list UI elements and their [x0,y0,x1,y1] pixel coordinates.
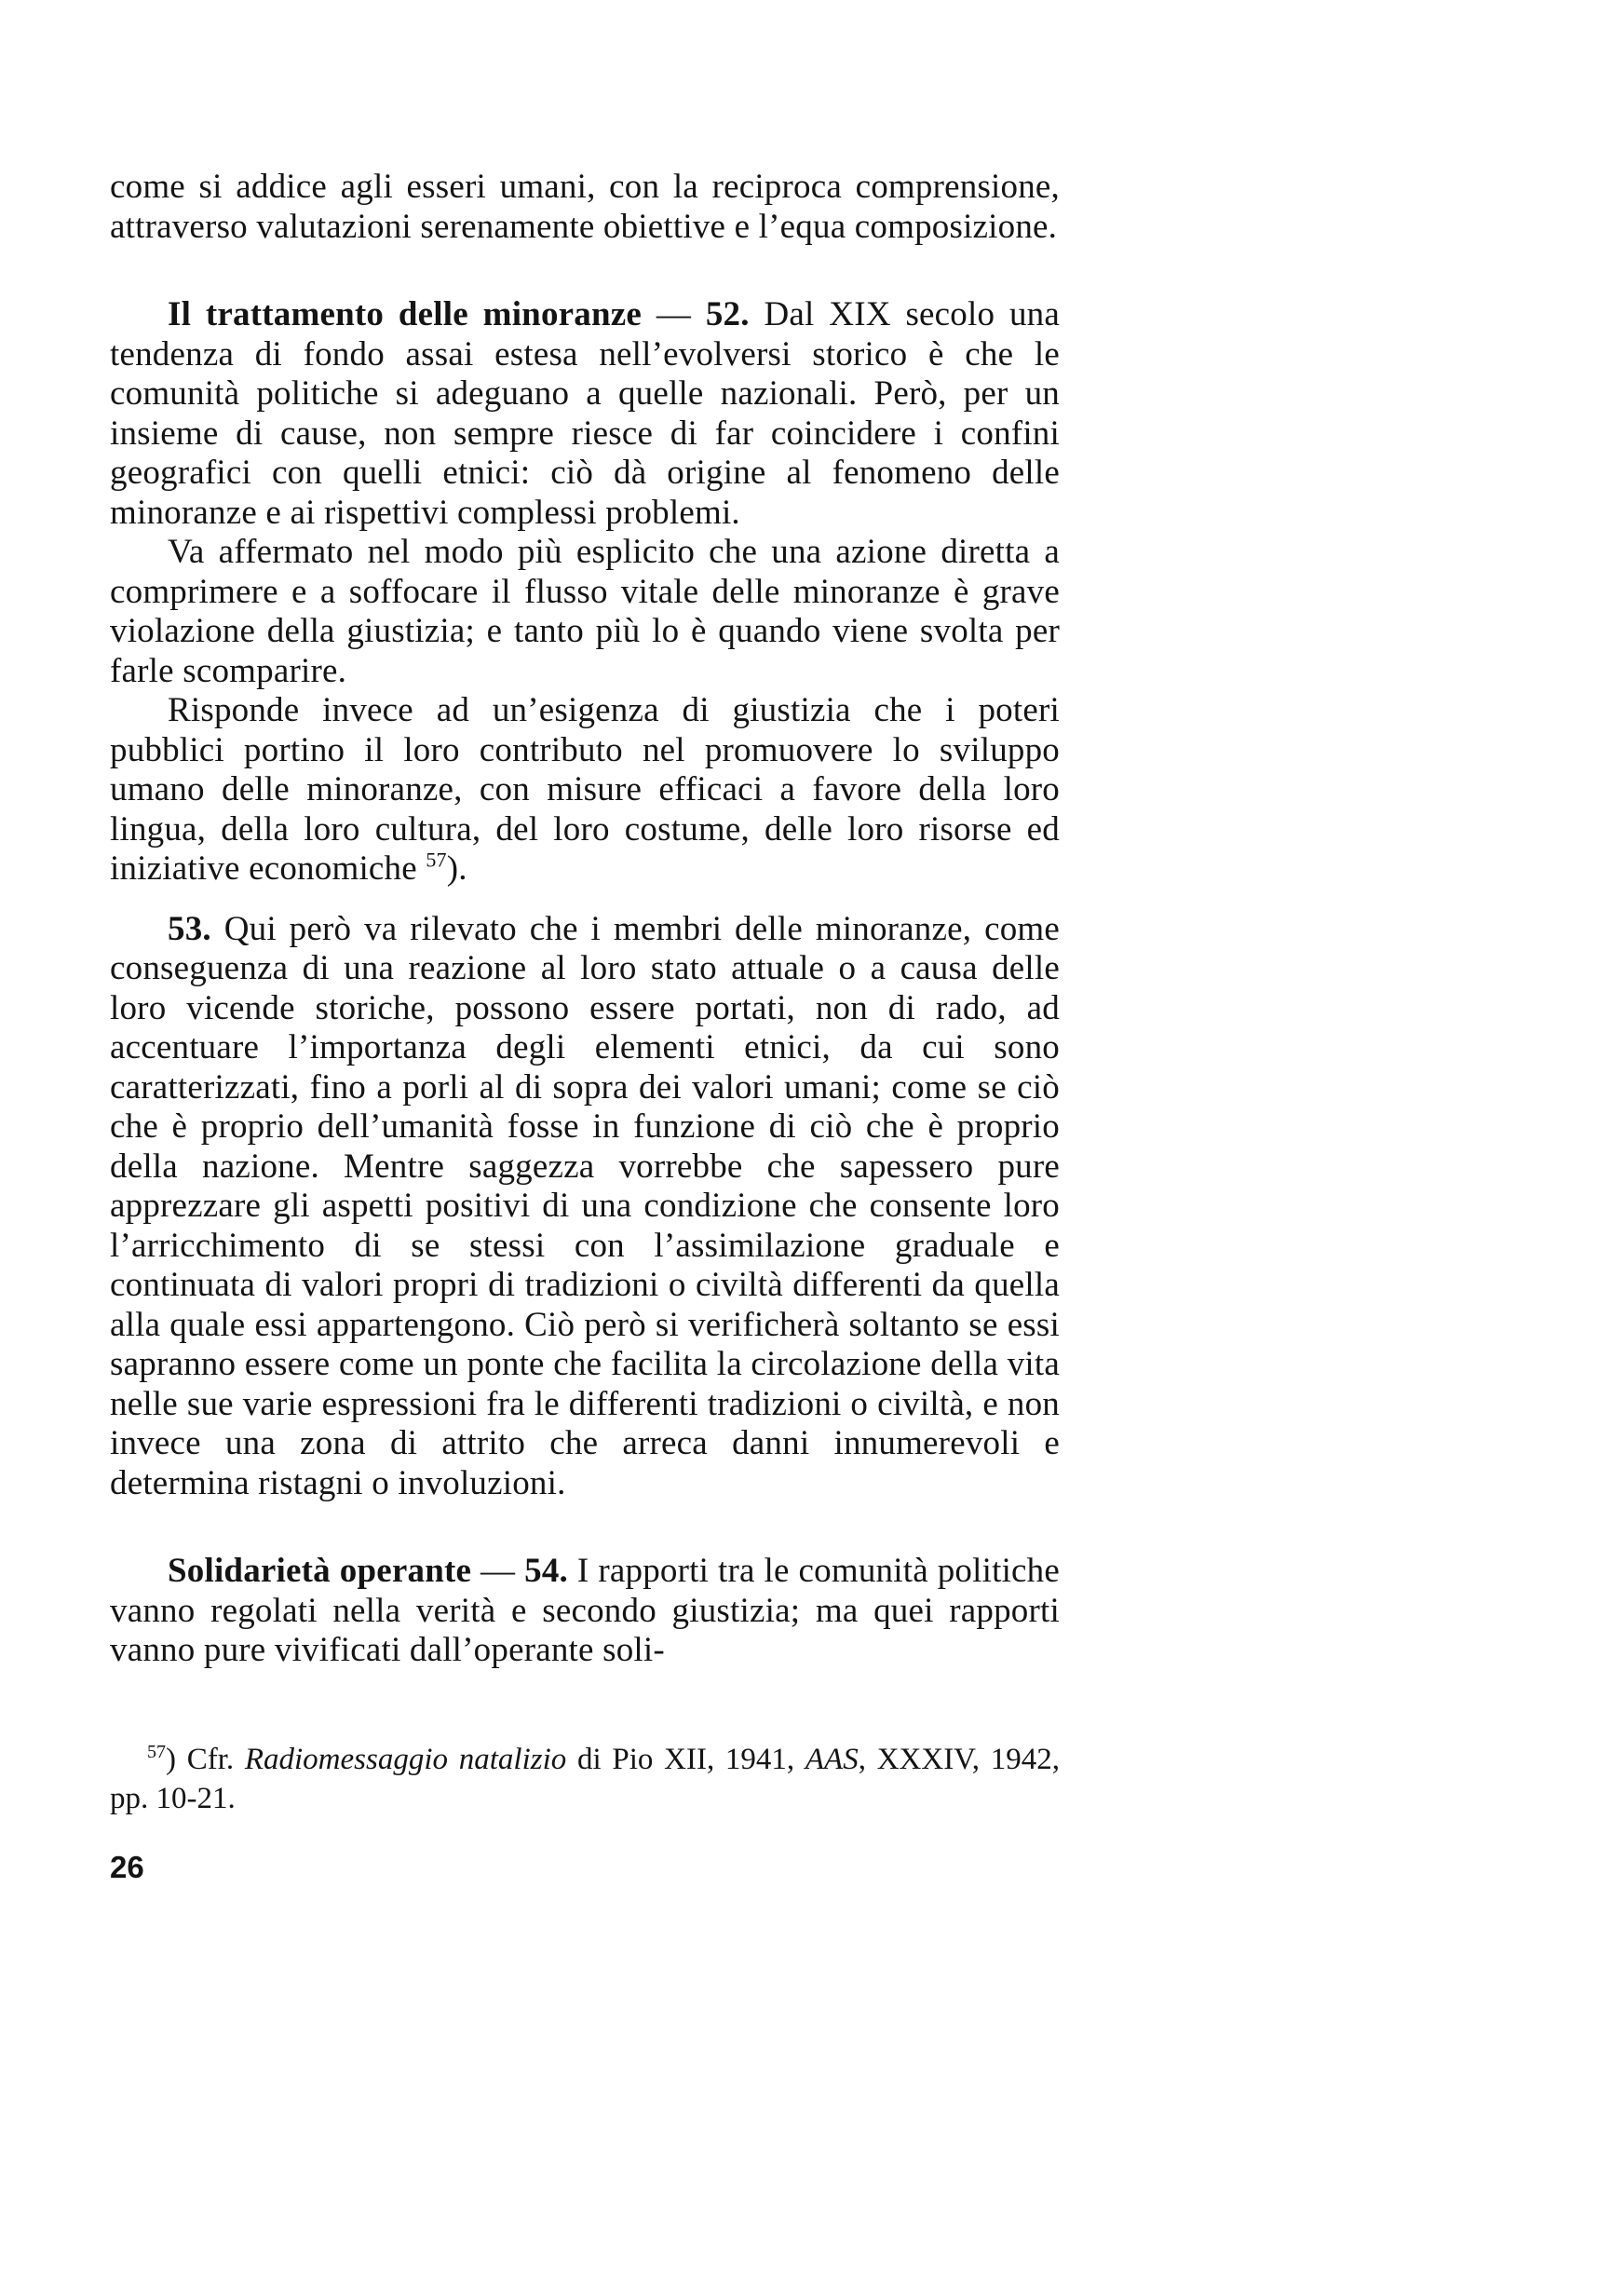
page-number: 26 [110,1849,144,1884]
paragraph-number-53: 53. [168,909,211,948]
section-title-minoranze: Il trattamento delle minoranze [168,295,643,333]
footnote-title: Radiomessaggio natalizio [244,1742,567,1776]
footnote-suffix: , XXXIV, 1942, pp. 10-21. [110,1742,1060,1815]
paragraph-52 [110,295,1060,533]
section-title-solidarieta: Solidarietà operante [168,1552,472,1590]
paragraph-52-text-3: Risponde invece ad un’esigenza di giustizia che i poteri pubblici portino il loro contributo nel promuovere lo sviluppo umano delle minoranze, con misure efficaci a favore della loro lingua, della loro cultura, del loro costume, delle loro risorse ed iniziative economiche [110,691,1060,888]
paragraph-52-part-2 [110,533,1060,691]
paragraph-52-text-3-end: ). [446,849,467,888]
title-dash: — [471,1552,525,1590]
paragraph-52-text-2: Va affermato nel modo più esplicito che una azione diretta a comprimere e a soffocare il flusso vitale delle minoranze è grave violazione della giustizia; e tanto più lo è quando viene svolta per farle scomparire. [110,533,1060,690]
footnote-mark: 57 [147,1741,166,1762]
footnotes [110,1740,1060,1818]
paragraph-54-text: I rapporti tra le comunità politiche vanno regolati nella verità e secondo giustizia; ma quei rapporti vanno pure vivificati dall’operante soli- [110,1552,1060,1669]
body-text [110,168,1060,1671]
footnote-middle: di Pio XII, 1941, [566,1742,805,1776]
paragraph-52-text: Dal XIX secolo una tendenza di fondo assai estesa nell’evolversi storico è che le comunità politiche si adeguano a quelle nazionali. Però, per un insieme di cause, non sempre riesce di far coincidere i confini geografici con quelli etnici: ciò dà origine al fenomeno delle minoranze e ai rispettivi complessi problemi. [110,295,1060,532]
footnote-journal: AAS [805,1742,859,1776]
continuation-text: come si addice agli esseri umani, con la reciproca comprensione, attraverso valutazioni serenamente obiettive e l’equa composizione. [110,168,1060,246]
paragraph-53-text: Qui però va rilevato che i membri delle minoranze, come conseguenza di una reazione al loro stato attuale o a causa delle loro vicende storiche, possono essere portati, non di rado, ad accentuare l’importanza degli elementi etnici, da cui sono caratterizzati, fino a porli al di sopra dei valori umani; come se ciò che è proprio dell’umanità fosse in funzione di ciò che è proprio della nazione. Mentre saggezza vorrebbe che sapessero pure apprezzare gli aspetti positivi di una condizione che consente loro l’arricchimento di se stessi con l’assimilazione graduale e continuata di valori propri di tradizioni o civiltà differenti da quella alla quale essi appartengono. Ciò però si verificherà soltanto se essi sapranno essere come un ponte che facilita la circolazione della vita nelle sue varie espressioni fra le differenti tradizioni o civiltà, e non invece una zona di attrito che arreca danni innumerevoli e determina ristagni o involuzioni. [110,909,1060,1502]
document-page [110,168,1060,1885]
paragraph-53 [110,910,1060,1504]
paragraph-54 [110,1552,1060,1671]
paragraph-52-part-3 [110,691,1060,889]
footnote-57 [110,1740,1060,1818]
title-dash: — [642,295,706,333]
footnote-reference-57[interactable]: 57 [426,848,447,872]
paragraph-number-52: 52. [705,295,750,333]
continuation-paragraph [110,168,1060,247]
footnote-prefix: ) Cfr. [166,1742,245,1776]
paragraph-number-54: 54. [524,1552,569,1590]
